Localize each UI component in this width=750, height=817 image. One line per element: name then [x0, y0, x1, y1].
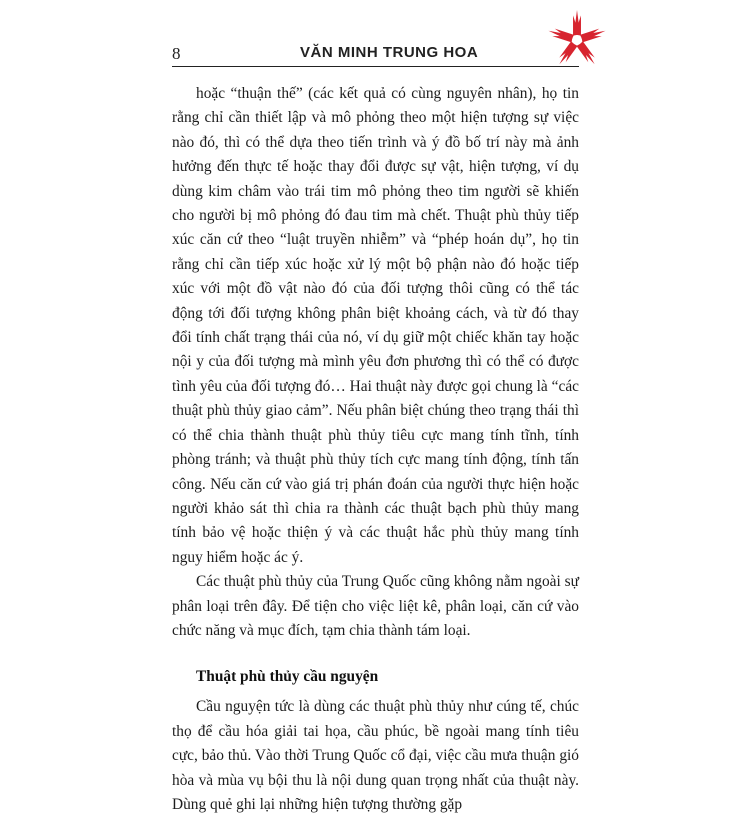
red-star-burst-icon: [543, 6, 611, 74]
body-text: [172, 82, 579, 817]
running-title: VĂN MINH TRUNG HOA: [300, 44, 479, 61]
paragraph: Cầu nguyện tức là dùng các thuật phù thủy như cúng tế, chúc thọ để cầu hóa giải tai họa, cầu phúc, bề ngoài mang tính tiêu cực, bảo thủ. Vào thời Trung Quốc cổ đại, việc cầu mưa thuận gió hòa và mùa vụ bội thu là nội dung quan trọng nhất của thuật này. Dùng quẻ ghi lại những hiện tượng thường gặp: [172, 698, 579, 813]
paragraph: hoặc “thuận thế” (các kết quả có cùng nguyên nhân), họ tin rằng chỉ cần thiết lập và mô phỏng theo một hiện tượng sự việc nào đó, thì có thể dựa theo tiến trình và ý đồ bố trí này mà ảnh hưởng đến thực tế hoặc thay đổi được sự vật, hiện tượng, ví dụ dùng kim châm vào trái tim mô phỏng theo tim người sẽ khiến cho người bị mô phỏng đó đau tim mà chết. Thuật phù thủy tiếp xúc căn cứ theo “luật truyền nhiễm” và “phép hoán dụ”, họ tin rằng chỉ cần tiếp xúc hoặc xử lý một bộ phận nào đó hoặc tiếp xúc với một đồ vật nào đó của đối tượng thôi cũng có thể tác động tới đối tượng không phân biệt khoảng cách, và từ đó thay đổi tính chất trạng thái của nó, ví dụ giữ một chiếc khăn tay hoặc nội y của đối tượng mà mình yêu đơn phương thì có thể có được tình yêu của đối tượng đó… Hai thuật này được gọi chung là “các thuật phù thủy giao cảm”. Nếu phân biệt chúng theo trạng thái thì có thể chia thành thuật phù thủy tiêu cực mang tính tĩnh, tính phòng tránh; và thuật phù thủy tích cực mang tính động, tính tấn công. Nếu căn cứ vào giá trị phán đoán của người thực hiện hoặc người khảo sát thì chia ra thành các thuật bạch phù thủy mang tính bảo vệ hoặc thiện ý và các thuật hắc phù thủy mang tính nguy hiểm hoặc ác ý.: [172, 85, 579, 566]
page-number: 8: [172, 44, 181, 63]
header-divider: [172, 66, 579, 67]
section-heading: Thuật phù thủy cầu nguyện: [196, 668, 379, 686]
logo-ray: [581, 36, 601, 42]
paragraph: Các thuật phù thủy của Trung Quốc cũng không nằm ngoài sự phân loại trên đây. Để tiện cho việc liệt kê, phân loại, căn cứ vào chức năng và mục đích, tạm chia thành tám loại.: [172, 573, 579, 639]
